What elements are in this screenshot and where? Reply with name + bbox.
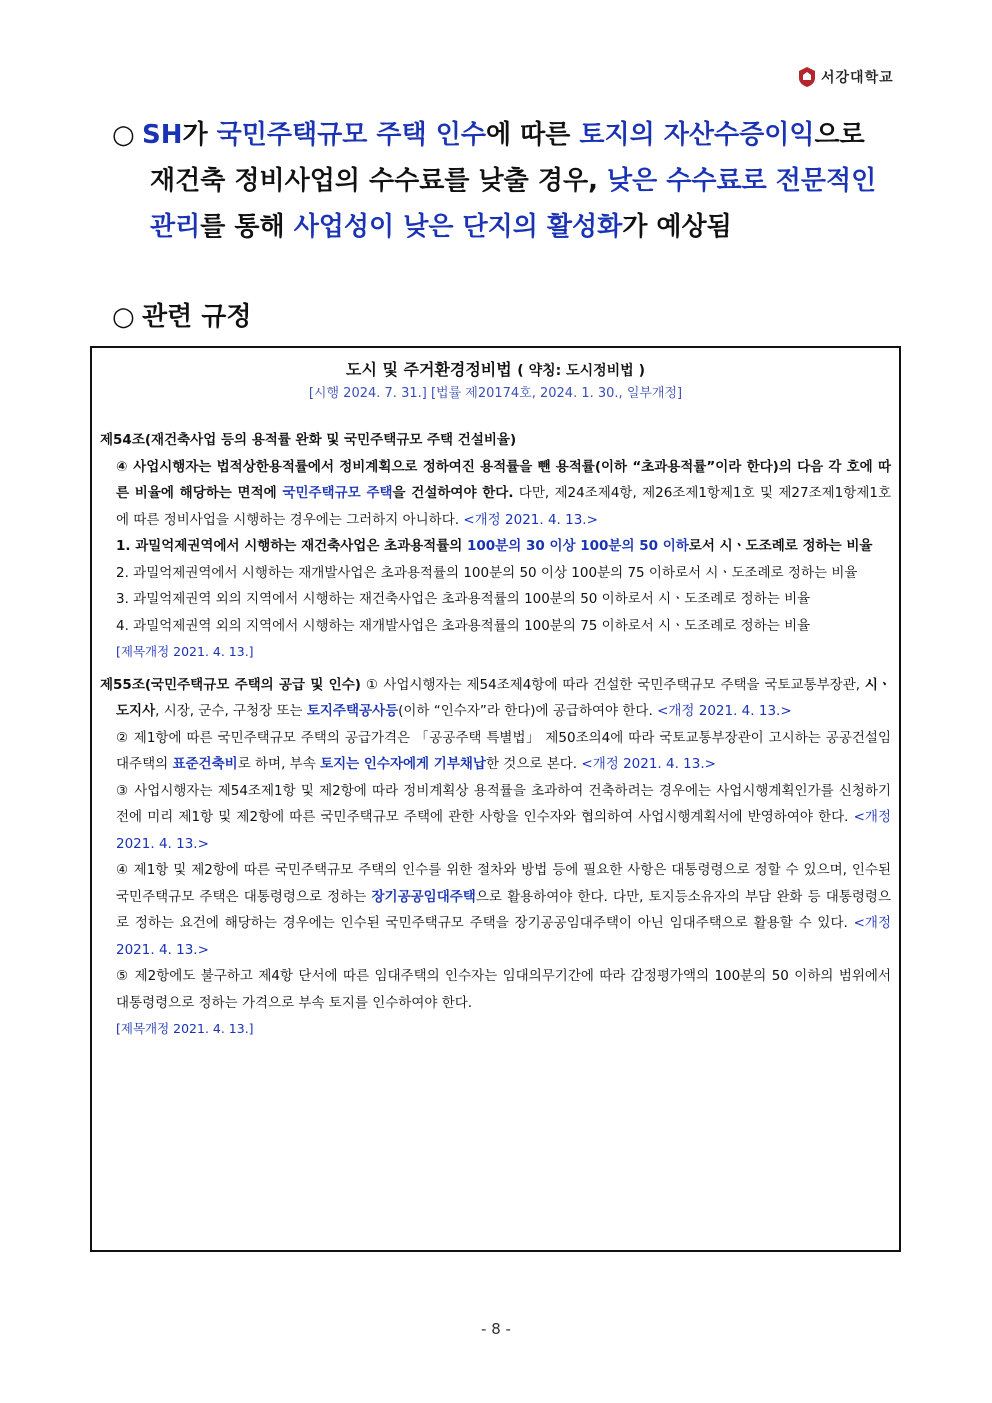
article-54-paragraph-4 [100, 454, 891, 534]
article-54-item-4: 4. 과밀억제권역 외의 지역에서 시행하는 재개발사업은 초과용적률의 100분의 75 이하로서 시ㆍ도조례로 정하는 비율 [116, 617, 811, 634]
page-number: - 8 - [481, 1320, 511, 1338]
seg: 가 [182, 120, 217, 150]
seg: 토지의 자산수증이익 [579, 120, 815, 150]
seg: SH [142, 120, 183, 150]
article-54-heading: 제54조(재건축사업 등의 용적률 완화 및 국민주택규모 주택 건설비율) [100, 432, 517, 448]
seg: 가 예상됨 [622, 212, 732, 242]
law-name: 도시 및 주거환경정비법 [346, 360, 512, 379]
text-bold: 시ㆍ도지사 [116, 676, 891, 719]
seg: 국민주택규모 주택 인수 [216, 120, 486, 150]
article-55-paragraph-1 [100, 672, 891, 725]
text: 로 하며, 부속 [237, 756, 321, 772]
text: (이하 “인수자”라 한다)에 공급하여야 한다. [398, 703, 658, 719]
text: 로서 시ㆍ도조례로 정하는 비율 [688, 538, 873, 554]
seg: 사업성이 낮은 단지의 활성화 [293, 212, 623, 242]
article-55-paragraph-3 [100, 778, 891, 858]
article-55-paragraph-2 [100, 725, 891, 778]
seg: 으로 [814, 120, 865, 150]
text-highlight: 토지주택공사등 [306, 703, 399, 719]
logo-text: 서강대학교 [821, 70, 894, 86]
text-highlight: 100분의 30 이상 100분의 50 이하 [467, 538, 689, 554]
text: ② 제1항에 따른 국민주택규모 주택의 공급가격은 「공공주택 특별법」 제50조의4에 따라 국토교통부장관이 고시하는 공공건설임대주택의 [116, 729, 891, 772]
law-abbr: ( 약칭: 도시정비법 ) [517, 363, 645, 379]
text: 다만, 제24조제4항, 제26조제1항제1호 및 제27조제1항제1호에 따른 정비사업을 시행하는 경우에는 그러하지 아니하다. [116, 485, 891, 528]
text: 한 것으로 본다. [485, 756, 582, 772]
revision-note: <개정 2021. 4. 13.> [463, 511, 598, 528]
law-meta: [시행 2024. 7. 31.] [법률 제20174호, 2024. 1. 30., 일부개정] [308, 386, 683, 401]
bullet-line-2 [112, 158, 912, 204]
text-highlight: 국민주택규모 주택 [282, 485, 393, 501]
revision-note: <개정 2021. 4. 13.> [116, 915, 891, 958]
text-highlight: 토지는 인수자에게 기부채납 [320, 756, 486, 772]
seg: 관리 [150, 212, 201, 242]
law-title [92, 358, 899, 383]
text: ① 사업시행자는 제54조제4항에 따라 건설한 국민주택규모 주택을 국토교통부장관, [360, 676, 865, 693]
revision-note: <개정 2021. 4. 13.> [116, 809, 891, 852]
article-55-paragraph-4 [100, 857, 891, 963]
bullet-summary [112, 112, 912, 250]
article-54-item-2: 2. 과밀억제권역에서 시행하는 재개발사업은 초과용적률의 100분의 50 이상 100분의 75 이하로서 시ㆍ도조례로 정하는 비율 [116, 564, 858, 581]
university-logo [797, 66, 894, 88]
article-55-title-revision: [제목개정 2021. 4. 13.] [116, 1021, 254, 1036]
bullet-marker: ○ [112, 120, 135, 150]
seg: 재건축 정비사업의 수수료를 낮출 경우, [150, 166, 607, 196]
seg: 낮은 수수료로 전문적인 [607, 166, 877, 196]
law-excerpt-box [90, 346, 901, 1252]
article-54-title-revision: [제목개정 2021. 4. 13.] [116, 644, 254, 659]
revision-note: <개정 2021. 4. 13.> [657, 703, 792, 719]
bullet-text: 관련 규정 [142, 302, 252, 332]
text: 을 건설하여야 한다. [392, 485, 514, 501]
bullet-line-3 [112, 204, 912, 250]
text: , 시장, 군수, 구청장 또는 [155, 703, 307, 719]
text: 1. 과밀억제권역에서 시행하는 재건축사업은 초과용적률의 [116, 538, 468, 554]
revision-note: <개정 2021. 4. 13.> [581, 756, 716, 772]
seg: 에 따른 [485, 120, 580, 150]
article-55-heading: 제55조(국민주택규모 주택의 공급 및 인수) [100, 676, 361, 693]
bullet-marker: ○ [112, 302, 135, 332]
article-54-item-3: 3. 과밀억제권역 외의 지역에서 시행하는 재건축사업은 초과용적률의 100분의 50 이하로서 시ㆍ도조례로 정하는 비율 [116, 591, 811, 607]
text: ④ 제1항 및 제2항에 따른 국민주택규모 주택의 인수를 위한 절차와 방법 등에 필요한 사항은 대통령령으로 정할 수 있으며, 인수된 국민주택규모 주택은 대통령령으로 정하는 [116, 862, 891, 905]
text-highlight: 표준건축비 [172, 756, 238, 772]
bullet-line-1 [112, 112, 912, 158]
seg: 를 통해 [200, 212, 294, 242]
article-55-paragraph-5: ⑤ 제2항에도 불구하고 제4항 단서에 따른 임대주택의 인수자는 임대의무기간에 따라 감정평가액의 100분의 50 이하의 범위에서 대통령령으로 정하는 가격으로 부속 토지를 인수하여야 한다. [116, 968, 891, 1011]
article-54-item-1 [102, 533, 891, 560]
text-highlight: 장기공공임대주택 [371, 888, 476, 905]
bullet-line [112, 294, 912, 340]
law-body [92, 427, 899, 1043]
shield-emblem-icon [797, 66, 817, 88]
bullet-related-rules [112, 294, 912, 340]
text: 으로 활용하여야 한다. 다만, 토지등소유자의 부담 완화 등 대통령령으로 정하는 요건에 해당하는 경우에는 인수된 국민주택규모 주택을 장기공공임대주택이 아닌 임대주택으로 활용할 수 있다. [116, 888, 892, 931]
text: ③ 사업시행자는 제54조제1항 및 제2항에 따라 정비계획상 용적률을 초과하여 건축하려는 경우에는 사업시행계획인가를 신청하기 전에 미리 제1항 및 제2항에 따른 국민주택규모 주택에 관한 사항을 인수자와 협의하여 사업시행계획서에 반영하여야 한다. [116, 782, 891, 825]
text: ④ 사업시행자는 법적상한용적률에서 정비계획으로 정하여진 용적률을 뺀 용적률(이하 “초과용적률”이라 한다)의 다음 각 호에 따른 비율에 해당하는 면적에 [116, 458, 891, 501]
